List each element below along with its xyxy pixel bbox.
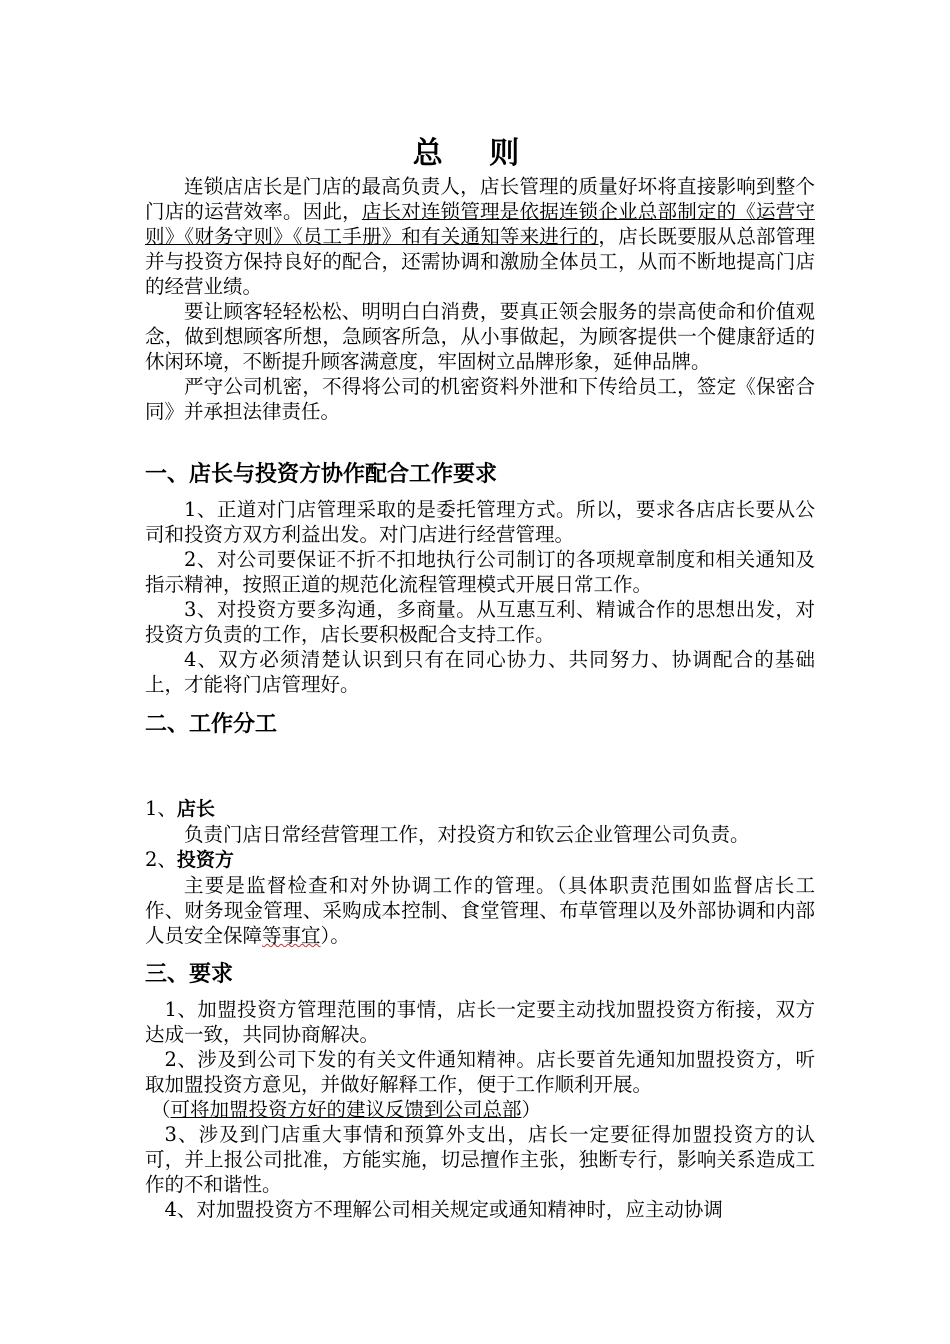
- role2-desc-end: ）。: [320, 924, 350, 947]
- role2-description: [145, 873, 815, 948]
- intro-p1-underlined: 店长对连锁管理是依据连锁企业总部制定的《运营守则》《财务守则》《员工手册》和有关通知等来进行的: [145, 200, 815, 248]
- role2-desc-flagged: 等事宜: [262, 924, 321, 947]
- role1-label: 店长: [176, 798, 215, 820]
- section1-item-2: 2、对公司要保证不折不扣地执行公司制订的各项规章制度和相关通知及指示精神，按照正道的规范化流程管理模式开展日常工作。: [145, 548, 815, 596]
- section3-item-2: 2、涉及到公司下发的有关文件通知精神。店长要首先通知加盟投资方，听取加盟投资方意见，并做好解释工作，便于工作顺利开展。: [145, 1048, 815, 1096]
- note-close-paren: ）: [521, 1098, 542, 1121]
- section3-item-3: 3、涉及到门店重大事情和预算外支出，店长一定要征得加盟投资方的认可，并上报公司批准，方能实施，切忌擅作主张，独断专行，影响关系造成工作的不和谐性。: [145, 1123, 815, 1196]
- role2-number: 2、: [145, 848, 177, 871]
- section2-heading: 二、工作分工: [145, 712, 278, 737]
- intro-paragraph-1: [145, 174, 815, 299]
- section3-body: [145, 997, 815, 1222]
- section3-heading: 三、要求: [145, 962, 234, 987]
- section1-item-1: 1、正道对门店管理采取的是委托管理方式。所以，要求各店店长要从公司和投资方双方利益出发。对门店进行经营管理。: [145, 498, 815, 546]
- role2-desc-text: 主要是监督检查和对外协调工作的管理。（具体职责范围如监督店长工作、财务现金管理、采购成本控制、食堂管理、布草管理以及外部协调和内部人员安全保障: [145, 874, 815, 947]
- section1-heading: 一、店长与投资方协作配合工作要求: [145, 462, 498, 487]
- note-underlined: 可将加盟投资方好的建议反馈到公司总部: [170, 1098, 522, 1121]
- section2-body: [145, 796, 825, 948]
- section3-item-4: 4、对加盟投资方不理解公司相关规定或通知精神时，应主动协调: [164, 1198, 723, 1221]
- section1-item-3: 3、对投资方要多沟通，多商量。从互惠互利、精诚合作的思想出发，对投资方负责的工作，店长要积极配合支持工作。: [145, 598, 815, 646]
- section1-body: [145, 497, 815, 697]
- section3-item-1: 1、加盟投资方管理范围的事情，店长一定要主动找加盟投资方衔接，双方达成一致，共同协商解决。: [145, 998, 815, 1046]
- role1-number: 1、: [145, 797, 177, 820]
- section1-item-4: 4、双方必须清楚认识到只有在同心协力、共同努力、协调配合的基础上，才能将门店管理好。: [145, 648, 815, 696]
- section3-item-2-note: [145, 1097, 815, 1122]
- intro-paragraph-2: 要让顾客轻轻松松、明明白白消费，要真正领会服务的崇高使命和价值观念，做到想顾客所想，急顾客所急，从小事做起，为顾客提供一个健康舒适的休闲环境，不断提升顾客满意度，牢固树立品牌形象，延伸品牌。: [145, 300, 815, 373]
- role-investor: [145, 847, 825, 873]
- intro-paragraph-3: 严守公司机密，不得将公司的机密资料外泄和下传给员工，签定《保密合同》并承担法律责任。: [145, 375, 815, 423]
- intro-p1-text-end: ，店长既要服从总部管理并与投资方保持良好的配合，还需协调和激励全体员工，从而不断地提高门店的经营业绩。: [145, 225, 815, 298]
- role-store-manager: [145, 796, 825, 822]
- role2-label: 投资方: [176, 849, 234, 871]
- page-title: 总 则: [412, 136, 538, 171]
- intro-p1-text: 连锁店店长是门店的最高负责人，店长管理的质量好坏将直接影响到整个门店的运营效率。因此，: [145, 175, 815, 223]
- intro-section: [145, 174, 815, 424]
- role1-description: 负责门店日常经营管理工作，对投资方和钦云企业管理公司负责。: [184, 823, 750, 846]
- note-open-paren: （: [151, 1098, 171, 1121]
